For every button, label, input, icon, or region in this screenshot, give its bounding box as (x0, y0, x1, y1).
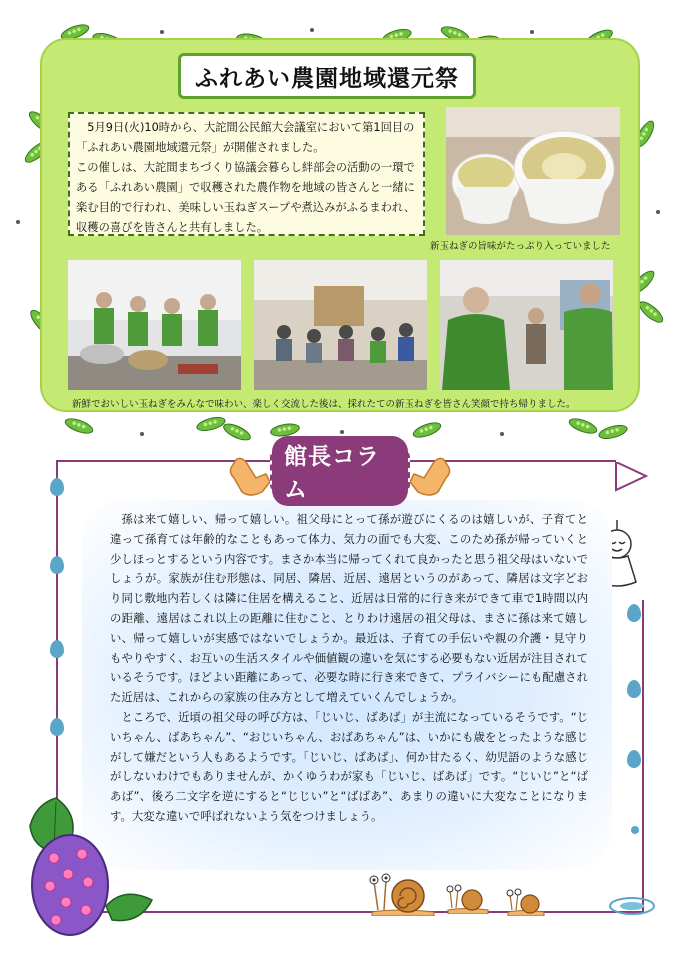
event-paragraph: 5月9日(火)10時から、大詑間公民館大会議室において第1回目の「ふれあい農園地域還元祭」が開催されました。 (76, 121, 415, 154)
event-text-box (68, 112, 425, 236)
decorative-dot (656, 210, 660, 214)
raindrop-icon (50, 556, 64, 574)
column-title: 館長コラム (272, 436, 408, 506)
event-paragraph: この催しは、大詑間まちづくり協議会暮らし絆部会の活動の一環である「ふれあい農園」で収穫された農作物を地域の皆さんと一緒に楽む目的で行われ、美味しい玉ねぎスープや煮込みがふるまわれ、収穫の喜びを皆さんと共有しました。 (76, 161, 416, 234)
decorative-dot (310, 28, 314, 32)
pea-pod-icon (63, 415, 95, 437)
column-text (110, 510, 588, 827)
column-title-box (270, 444, 410, 503)
raindrop-icon (50, 640, 64, 658)
decorative-dot (140, 432, 144, 436)
snail-icon (368, 868, 440, 916)
snail-icon (506, 886, 546, 916)
cooking-staff-photo (68, 260, 241, 390)
soup-caption: 新玉ねぎの旨味がたっぷり入っていました (430, 241, 611, 252)
pea-pod-icon (597, 422, 629, 441)
decorative-dot (340, 430, 344, 434)
hydrangea-icon (28, 832, 112, 938)
raindrop-icon (50, 718, 64, 736)
frame-corner-fold (610, 462, 650, 496)
raindrop-icon (627, 750, 641, 768)
pea-pod-icon (195, 414, 227, 433)
water-ripple-icon (608, 896, 656, 916)
decorative-dot (16, 220, 20, 224)
decorative-dot (500, 432, 504, 436)
pea-pod-icon (636, 298, 667, 326)
soup-photo (446, 107, 620, 235)
pea-pod-icon (221, 420, 253, 444)
hall-gathering-photo (254, 260, 427, 390)
drop-dot (631, 826, 639, 834)
raindrop-icon (627, 680, 641, 698)
snail-icon (446, 880, 490, 914)
decorative-dot (160, 30, 164, 34)
pea-pod-icon (411, 419, 443, 441)
column-frame-right (642, 600, 644, 912)
raindrop-icon (50, 478, 64, 496)
pea-pod-icon (567, 415, 599, 437)
event-title: ふれあい農園地域還元祭 (195, 65, 459, 92)
decorative-dot (530, 30, 534, 34)
column-paragraph: 孫は来て嬉しい、帰って嬉しい。祖父母にとって孫が遊びにくるのは嬉しいが、子育てと違って孫育ては年齢的なこともあって体力、気力の面でも大変、このため孫が帰っていくと少しほっとするという内容です。まさか本当に帰ってくれて良かったと思う祖父母はいないでしょうが。家族が住む形態は、同居、隣居、近居、遠居というのがあって、隣居は文字どおり同じ敷地内若しくは隣に住居を構えること、近居は日常的に行き来ができて車で1時間以内の距離、遠居はこれ以上の距離に住むこと、とりわけ遠居の祖父母は、まさに孫は来て嬉しい、帰って嬉しいが実感ではないでしょうか。最近は、子育ての手伝いや親の介護・見守りもやりやすく、お互いの生活スタイルや価値観の違いを気にする必要もない近居が注目されているそうです。ほどよい距離にあって、必要な時に行き来できて、プライバシーにも配慮された近居は、これからの家族の住み方として増えていくんでしょうか。 (110, 512, 588, 705)
event-bottom-caption: 新鮮でおいしい玉ねぎをみんなで味わい、楽しく交流した後は、採れたての新玉ねぎを皆さん笑顔で持ち帰りました。 (72, 399, 576, 410)
raindrop-icon (627, 604, 641, 622)
column-paragraph: ところで、近頃の祖父母の呼び方は、「じいじ、ばあば」が主流になっているそうです。“じいちゃん、ばあちゃん”、“おじいちゃん、おばあちゃん”は、いかにも歳をとったような感じがして嫌だという人もあるようです。「じいじ、ばあば」、何か甘たるく、幼児語のような感じがしないわけでもありませんが、かくゆうわが家も「じいじ、ばあば」です。“じいじ”と“ばあば”、後ろ二文字を逆にすると“じじい”と“ばばあ”、あまりの違いに大変なことになります。大変な違いで呼ばれないよう気をつけましょう。 (110, 709, 588, 823)
left-hand-icon (226, 452, 272, 498)
right-hand-icon (408, 452, 454, 498)
event-title-box (178, 53, 476, 99)
farewell-photo (440, 260, 613, 390)
